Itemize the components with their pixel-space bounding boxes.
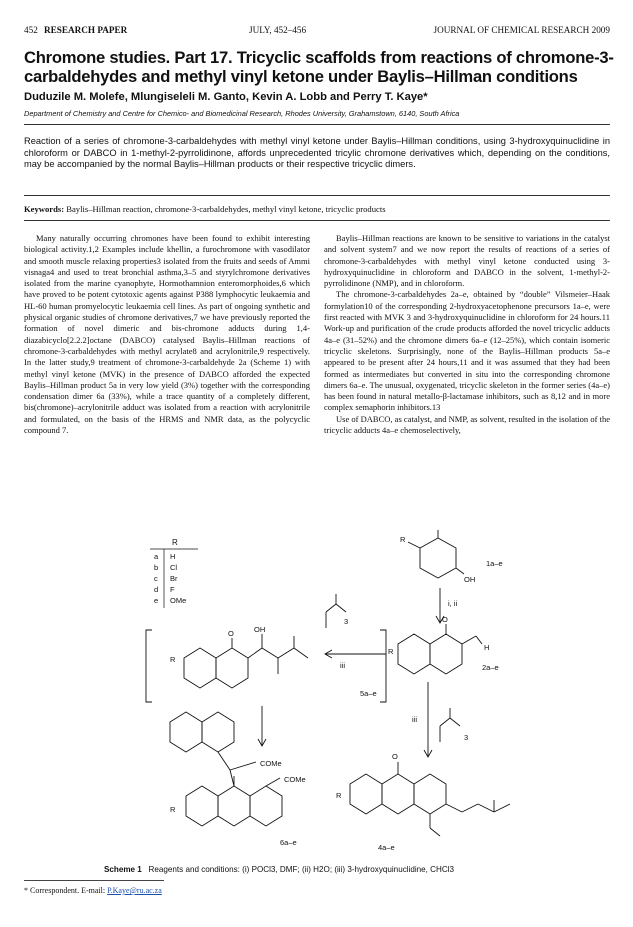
scheme-caption [104,865,454,874]
keywords-label: Keywords: [24,204,65,214]
compound-label: 6a–e [280,838,297,847]
keywords-text: Baylis–Hillman reaction, chromone-3-carbaldehydes, methyl vinyl ketone, tricyclic products [66,204,386,214]
page-number: 452 [24,25,38,35]
section-label: RESEARCH PAPER [44,25,128,35]
body-paragraph: Baylis–Hillman reactions are known to be sensitive to variations in the catalyst and solvent system7 and we now report the results of reactions of a series of chromone-3-carbaldehydes with methyl vinyl ketone conducted using 3-hydroxyquinuclidine in chloroform and DABCO in the solvent, 1-methyl-2-pyrrolidinone (NMP), and in chloroform. [324,233,610,289]
compound-6-structure [170,712,282,826]
substituent-label: COMe [260,759,282,768]
caption-text: Reagents and conditions: (i) POCl3, DMF; (ii) H2O; (iii) 3-hydroxyquinuclidine, CHCl3 [148,865,454,874]
compound-5-structure [146,630,386,702]
r-label: R [336,791,342,800]
row-letter: a [154,552,159,561]
compound-label: 1a–e [486,559,503,568]
row-letter: d [154,585,159,594]
email-link[interactable]: P.Kaye@ru.ac.za [107,886,162,895]
row-letter: b [154,563,159,572]
compound-label: 4a–e [378,843,395,852]
footnote-text: * Correspondent. E-mail: [24,886,108,895]
divider [24,195,610,196]
mvk-structure [440,708,460,742]
o-label: O [228,629,234,638]
running-header [24,25,610,39]
substituent: Br [170,574,178,583]
journal-name: JOURNAL OF CHEMICAL RESEARCH 2009 [433,25,610,35]
divider [24,220,610,221]
substituent-label: COMe [284,775,306,784]
body-column-left [24,233,310,436]
body-paragraph: Use of DABCO, as catalyst, and NMP, as solvent, resulted in the isolation of the tricyclic adducts 4a–e chemoselectively, [324,413,610,436]
compound-1-structure [408,530,464,578]
compound-2-structure [398,624,482,674]
author-list: Duduzile M. Molefe, Mlungiseleli M. Ganto, Kevin A. Lobb and Perry T. Kaye* [24,91,428,103]
substituent: Cl [170,563,178,572]
conditions-label: i, ii [448,599,458,608]
abstract: Reaction of a series of chromone-3-carbaldehydes with methyl vinyl ketone under Baylis–Hillman conditions, using 3-hydroxyquinuclidine in chloroform or DABCO in 1-methyl-2-pyrrolidinone, affords unprecedented tricylic chromone derivatives which, depending on the conditions, may be accompanied by the normal Baylis–Hillman products or their respective tricyclic dimers. [24,136,610,170]
issue-date: JULY, 452–456 [249,25,307,35]
oh-label: OH [254,625,266,634]
r-label: R [170,655,176,664]
substituent-table [150,538,198,608]
r-label: R [400,535,406,544]
conditions-label: iii [412,715,417,724]
r-header: R [172,538,178,547]
caption-label: Scheme 1 [104,865,142,874]
footnote [24,886,162,895]
divider [24,124,610,125]
compound-label: 3 [344,617,349,626]
conditions-label: iii [340,661,345,670]
paper-title: Chromone studies. Part 17. Tricyclic scaffolds from reactions of chromone-3-carbaldehydes and methyl vinyl ketone under Baylis–Hillman conditions [24,48,614,86]
affiliation: Department of Chemistry and Centre for Chemico- and Biomedicinal Research, Rhodes University, Grahamstown, 6140, South Africa [24,109,460,118]
body-column-right [324,233,610,436]
o-label: O [392,752,398,761]
compound-label: 2a–e [482,663,499,672]
substituent: F [170,585,175,594]
body-paragraph: The chromone-3-carbaldehydes 2a–e, obtained by “double” Vilsmeier–Haak formylation10 of the corresponding 2-hydroxyacetophenone precursors 1a–e, were first reacted with MVK 3 and 3-hydroxyquinuclidine in chloroform for 24 hours.11 Work-up and purification of the crude products afforded the novel tricyclic adducts 4a–e (31–52%) and the chromone dimers 6a–e (12–25%), which contain isomeric tricyclic skeletons. Surprisingly, none of the Baylis–Hillman products 5a–e appeared to be present after 24 hours,11 and it was assumed that they had been formed as intermediates but converted in situ into the corresponding chromone dimers 6a–e. The unusual, oxygenated, tricyclic skeleton in the former series (4a–e) has been found in natural metallo-β-lactamase inhibitors, such as 8,12 and in more complex semaphorin inhibitors.13 [324,289,610,413]
o-label: O [442,615,448,624]
r-label: R [388,647,394,656]
substituent: H [170,552,176,561]
row-letter: e [154,596,159,605]
mvk-structure [326,594,349,628]
compound-label: 5a–e [360,689,377,698]
compound-4-structure [350,762,510,836]
compound-label: 3 [464,733,469,742]
substituent: OMe [170,596,187,605]
reaction-scheme [130,530,530,860]
footnote-divider [24,880,164,881]
r-label: R [170,805,176,814]
body-paragraph: Many naturally occurring chromones have been found to exhibit interesting biological activity.1,2 Examples include khellin, a furochromone with vasodilator and smooth muscle relaxing properties3 isolated from the fruits and seeds of Ammi visnaga4 and used to treat bronchial asthma,3–5 and styrylchromone derivatives isolated from the marine cyanophyte, Hormothamnion enteromorphoides,6 which have proved to be potent cytotoxic agents against P388 lymphocytic leukaemia and HL-60 human promyelocytic leukaemia cell lines. As part of ongoing synthetic and physical organic studies of chromone derivatives,7 we have previously reported the formation of novel dimeric and bis-chromone adducts during 1,4-diazabicyclo[2.2.2]octane (DABCO) catalysed Baylis–Hillman reactions of chromone-3-carbaldehydes with methyl acrylate8 and acrylonitrile,9 respectively. In the latter study,9 treatment of chromone-3-carbaldehyde 2a (Scheme 1) with methyl vinyl ketone (MVK) in the presence of DABCO afforded the expected Baylis–Hillman product 5a in very low yield (3%) together with the corresponding condensation dimer 6a (33%), while a trace quantity of a completely different, bis(chromone)–acrylonitrile adduct was isolated from a reaction with acrylonitrile and formulated, on the basis of the HRMS and NMR data, as the polycyclic compound 7. [24,233,310,436]
h-label: H [484,643,490,652]
row-letter: c [154,574,158,583]
keywords [24,204,610,214]
oh-label: OH [464,575,476,584]
